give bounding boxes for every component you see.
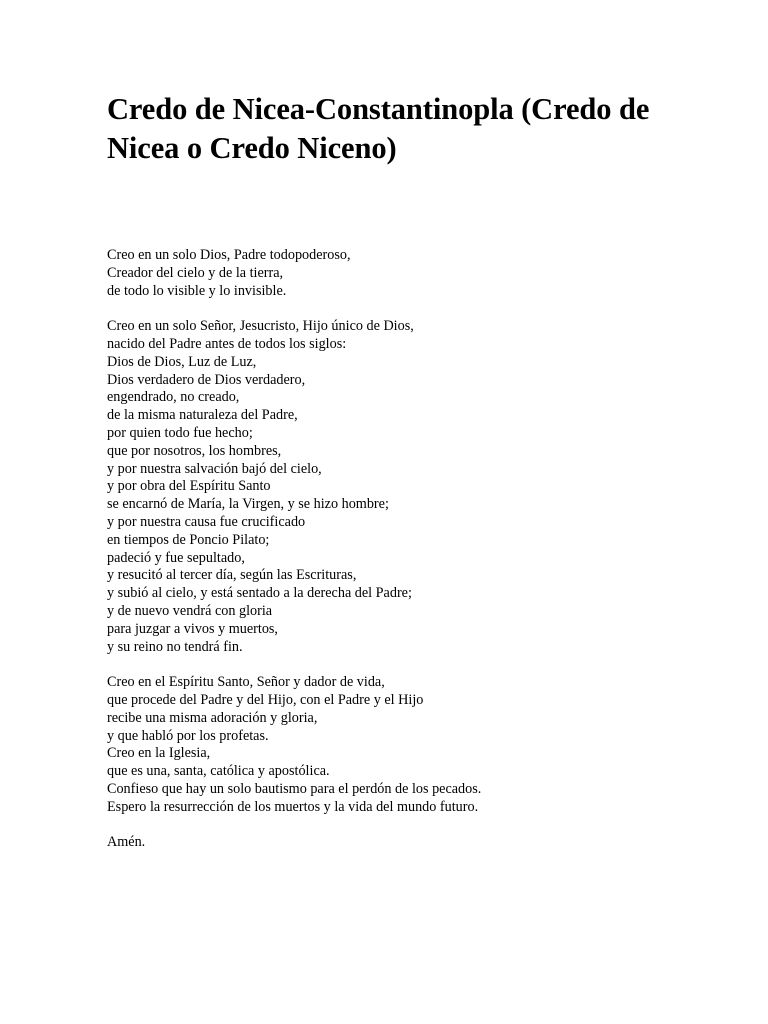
text-line: Confieso que hay un solo bautismo para el perdón de los pecados.: [107, 780, 482, 797]
text-line: y de nuevo vendrá con gloria: [107, 602, 273, 619]
text-line: engendrado, no creado,: [107, 389, 240, 406]
text-line: y por nuestra salvación bajó del cielo,: [107, 460, 322, 477]
text-line: Creo en la Iglesia,: [107, 745, 211, 762]
text-line: para juzgar a vivos y muertos,: [107, 620, 278, 637]
text-line: que es una, santa, católica y apostólica.: [107, 763, 330, 780]
stanza-amen: [107, 834, 727, 852]
text-line: que procede del Padre y del Hijo, con el Padre y el Hijo: [107, 691, 424, 708]
text-line: que por nosotros, los hombres,: [107, 442, 282, 459]
text-line: se encarnó de María, la Virgen, y se hizo hombre;: [107, 496, 389, 513]
stanza-spirit: [107, 674, 727, 816]
text-line: Dios de Dios, Luz de Luz,: [107, 353, 257, 370]
title-line: Credo de Nicea-Constantinopla (Credo de: [107, 92, 650, 126]
text-line: Creo en un solo Señor, Jesucristo, Hijo único de Dios,: [107, 318, 414, 335]
text-line: Espero la resurrección de los muertos y la vida del mundo futuro.: [107, 798, 479, 815]
text-line: padeció y fue sepultado,: [107, 549, 245, 566]
text-line: de la misma naturaleza del Padre,: [107, 407, 298, 424]
title-line: Nicea o Credo Niceno): [107, 131, 397, 165]
text-line: Creo en el Espíritu Santo, Señor y dador de vida,: [107, 674, 385, 691]
text-line: recibe una misma adoración y gloria,: [107, 709, 318, 726]
text-line: y subió al cielo, y está sentado a la derecha del Padre;: [107, 585, 412, 602]
text-line: en tiempos de Poncio Pilato;: [107, 531, 270, 548]
text-line: Dios verdadero de Dios verdadero,: [107, 371, 306, 388]
text-line: Creador del cielo y de la tierra,: [107, 264, 284, 281]
text-line: de todo lo visible y lo invisible.: [107, 282, 287, 299]
stanza-father: [107, 247, 727, 300]
stanza-son: [107, 318, 727, 656]
text-line: y resucitó al tercer día, según las Escrituras,: [107, 567, 357, 584]
text-line: y por obra del Espíritu Santo: [107, 478, 271, 495]
text-line: Amén.: [107, 834, 146, 851]
page-title: [107, 90, 707, 168]
text-line: y su reino no tendrá fin.: [107, 638, 243, 655]
text-line: y por nuestra causa fue crucificado: [107, 513, 306, 530]
text-line: por quien todo fue hecho;: [107, 424, 253, 441]
text-line: Creo en un solo Dios, Padre todopoderoso,: [107, 247, 351, 263]
text-line: y que habló por los profetas.: [107, 727, 269, 744]
creed-text: [107, 247, 727, 870]
text-line: nacido del Padre antes de todos los siglos:: [107, 335, 347, 352]
